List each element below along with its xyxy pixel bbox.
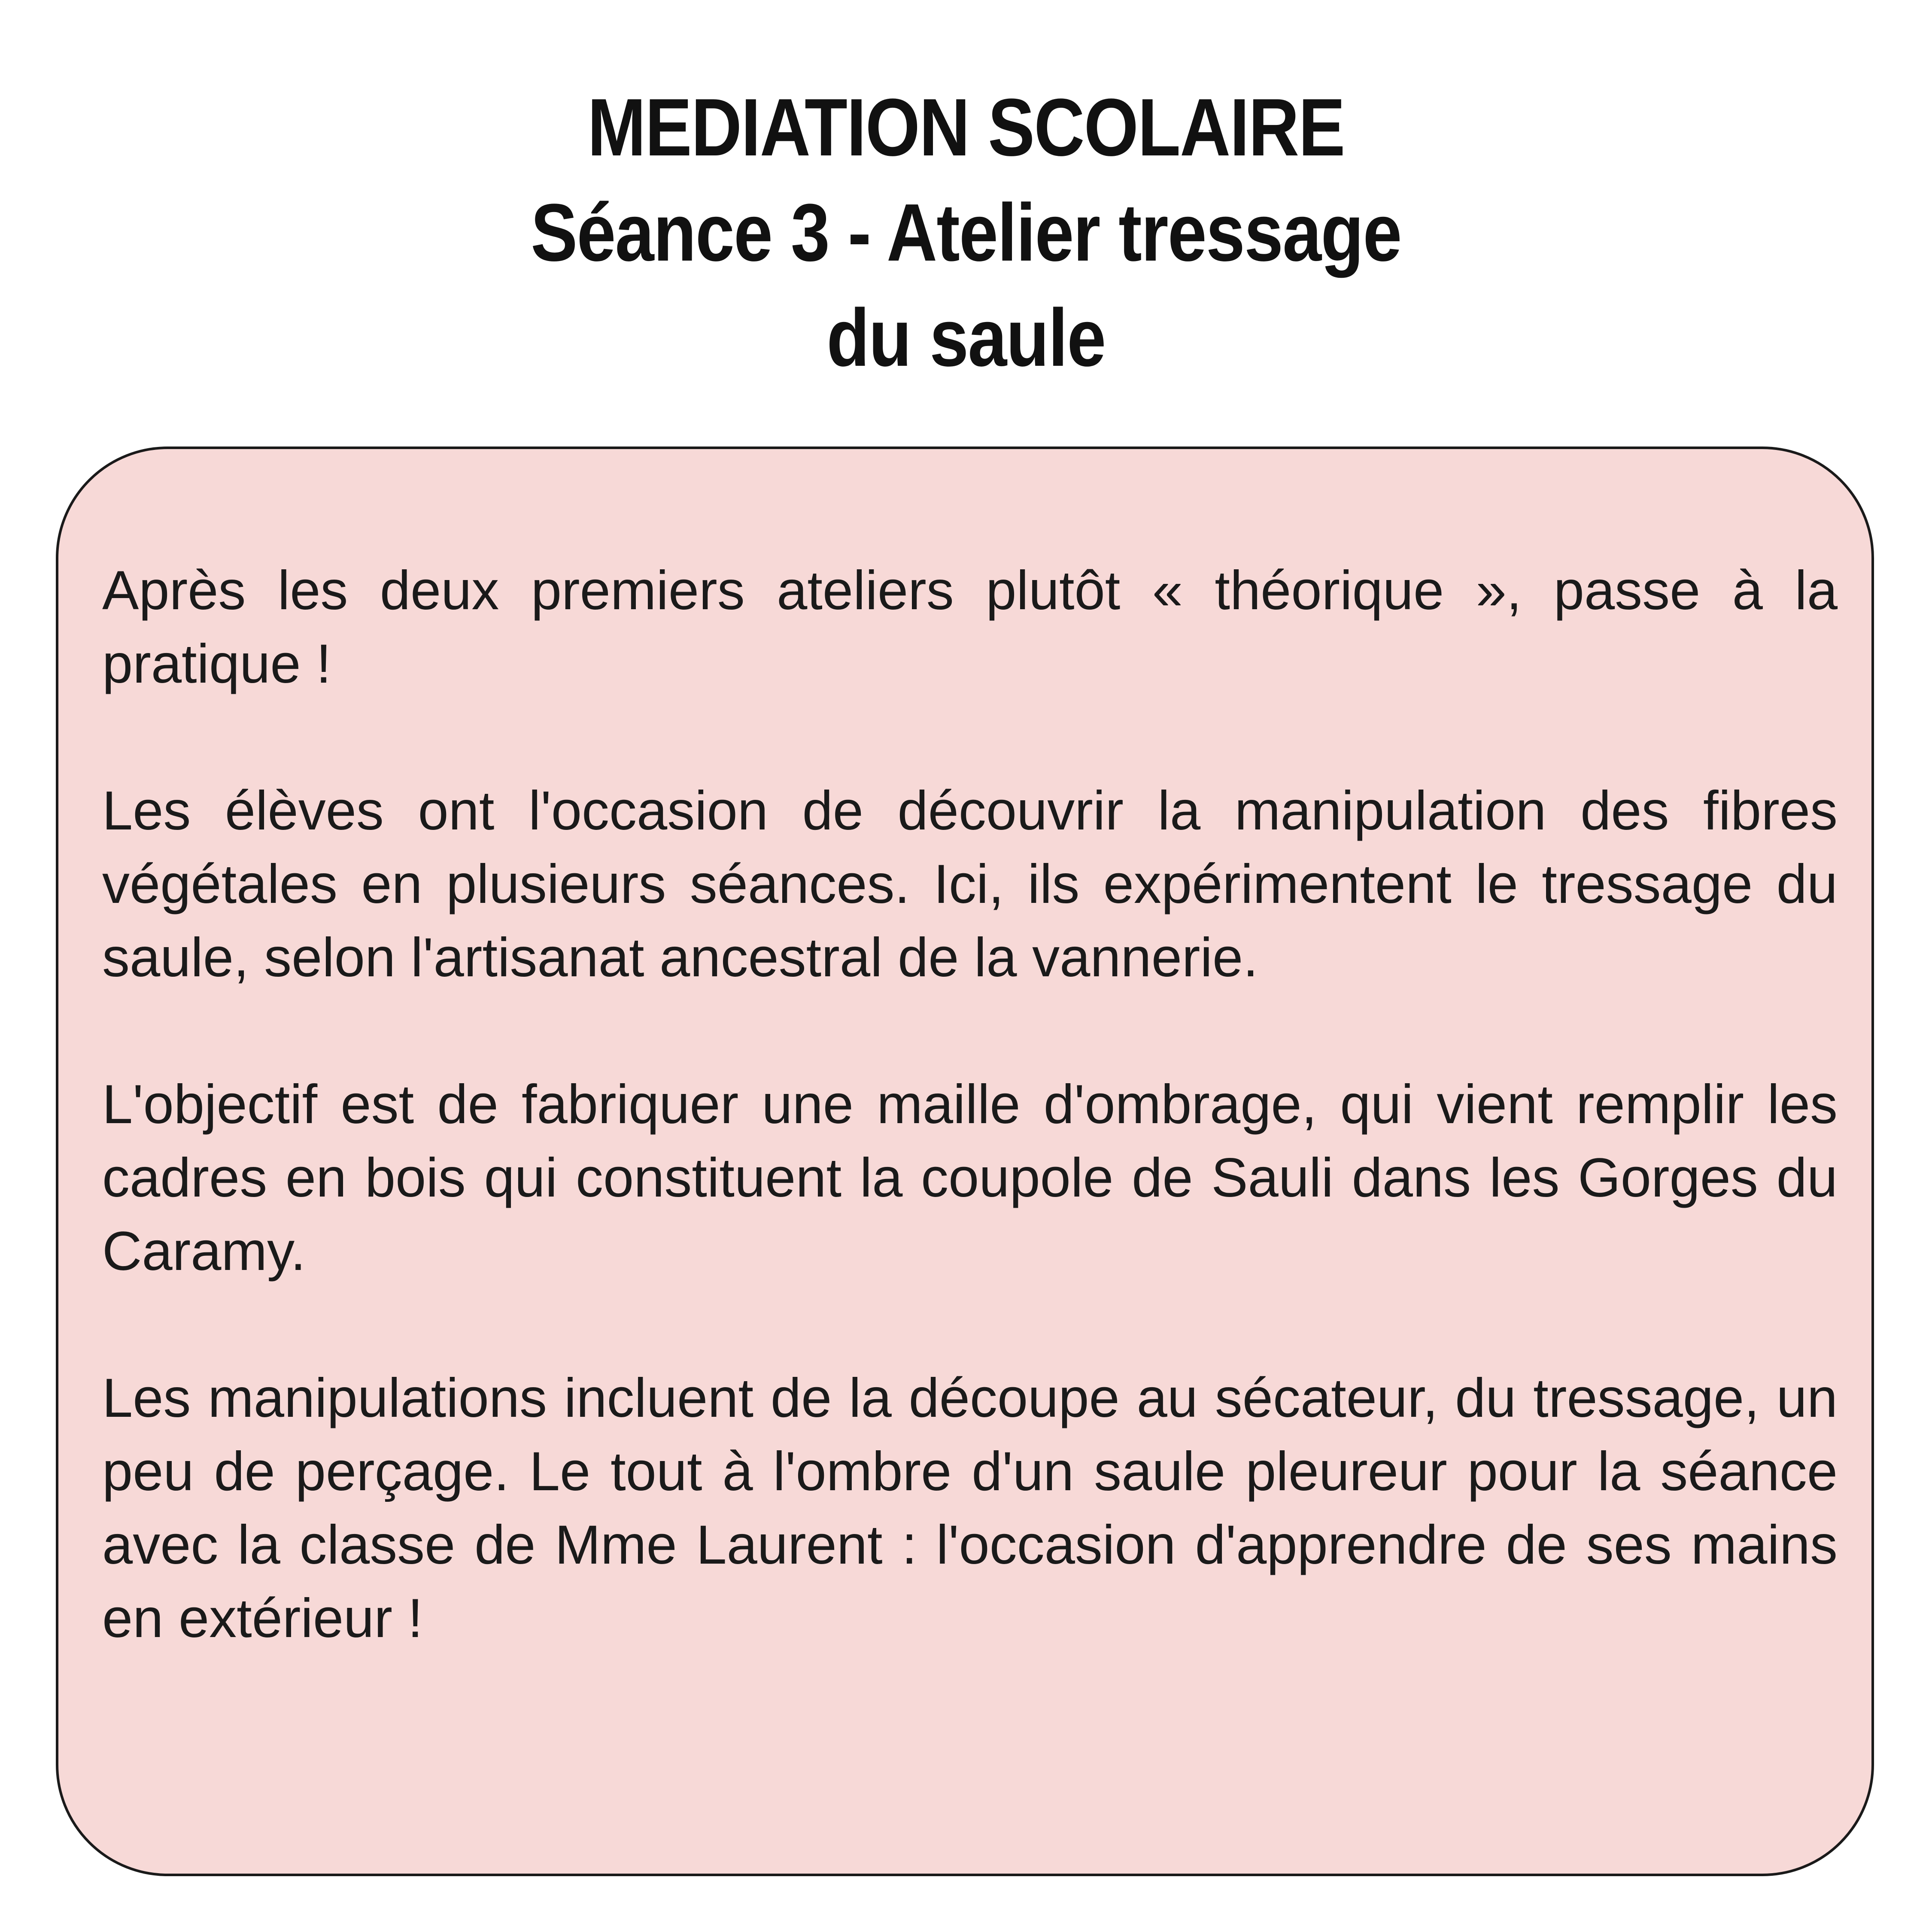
paragraph-manipulations: Les manipulations incluent de la découpe au sécateur, du tressage, un peu de perçage. Le tout à l'ombre d'un saule pleureur pour la séance avec la classe de Mme Laurent : l'occasion d'apprendre de ses mains en extérieur ! (102, 1367, 1838, 1649)
paragraph-intro: Après les deux premiers ateliers plutôt « théorique », passe à la pratique ! (102, 560, 1838, 695)
paragraph-objective: L'objectif est de fabriquer une maille d'ombrage, qui vient remplir les cadres en bois qui constituent la coupole de Sauli dans les Gorges du Caramy. (102, 1074, 1838, 1282)
page-title (0, 75, 1932, 391)
content-body (102, 554, 1838, 1655)
title-line-3: du saule (826, 292, 1106, 383)
title-line-2: Séance 3 - Atelier tressage (531, 187, 1401, 278)
title-line-1: MEDIATION SCOLAIRE (587, 82, 1345, 173)
paragraph-discovery: Les élèves ont l'occasion de découvrir la manipulation des fibres végétales en plusieurs séances. Ici, ils expérimentent le tressage du saule, selon l'artisanat ancestral de la vannerie. (102, 780, 1838, 988)
